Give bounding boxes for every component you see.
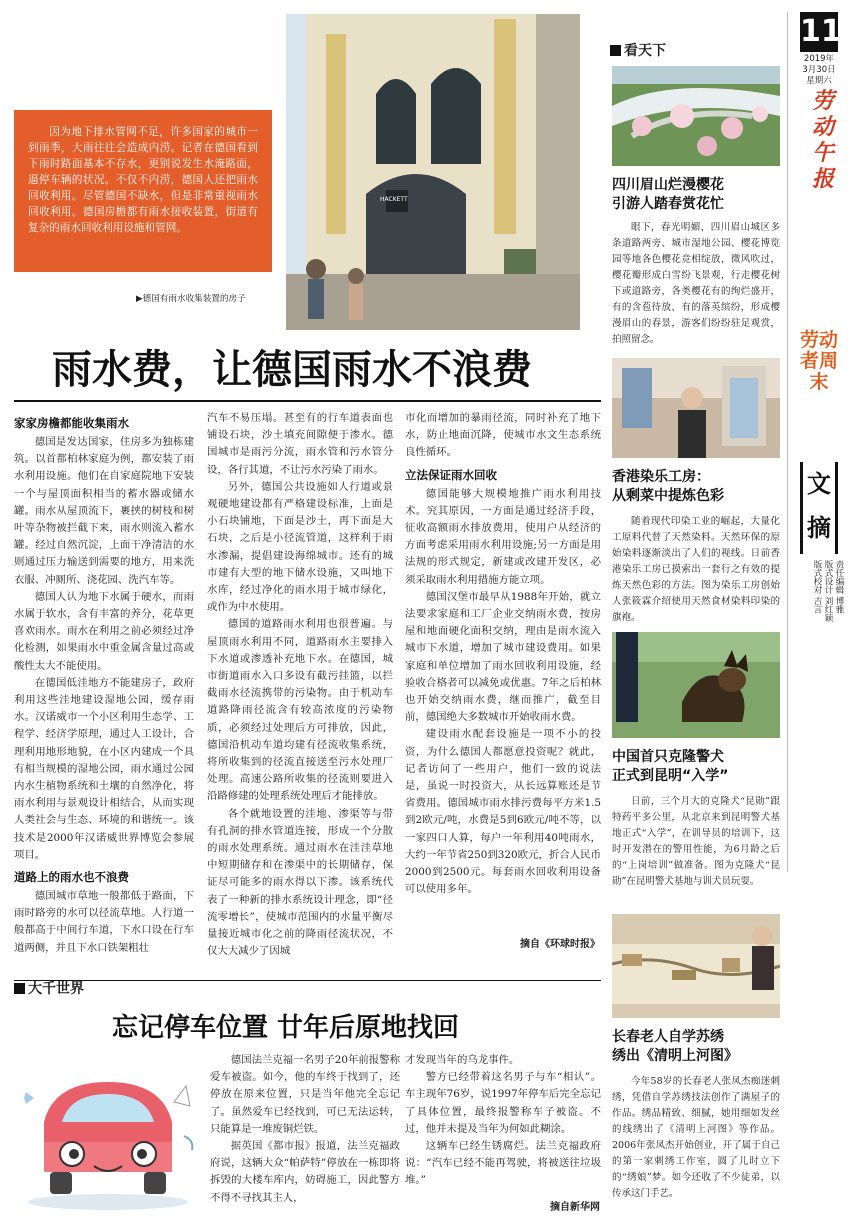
bottom-headline: 忘记停车位置 廿年后原地找回 [112, 1013, 460, 1043]
paragraph: 德国人认为地下水属于硬水，而雨水属于软水，含有丰富的养分，花草更喜欢雨水。雨水在利用之前必须经过净化检测，如果雨水中重金属含量过高或酸性太大不能使用。 [14, 590, 194, 672]
news-title-meishan [612, 176, 780, 214]
credit-proof: 版式校对 吉言 [812, 560, 822, 614]
news-title-line: 正式到昆明“入学” [612, 768, 729, 784]
news-title-police-dog [612, 748, 780, 786]
page-number: 11 [800, 12, 838, 52]
paragraph: 德国法兰克福一名男子20年前报警称爱车被盗。如今，他的车终于找到了，还停放在原来位置，只是当年他完全忘记了。虽然爱车已经找到，可已无法运转，只能算是一堆废铜烂铁。 [210, 1054, 400, 1135]
news-body-hongkong-dye: 随着现代印染工业的崛起，大量化工原料代替了天然染料。天然环保的原始染料逐渐淡出了人们的视线。日前香港染乐工房已摸索出一套行之有效的提炼天然色彩的方法。图为染乐工房创始人张筱霖介绍使用天然食材染料印染的旗袍。 [612, 516, 780, 623]
cartoon-car-icon [14, 1062, 202, 1212]
section-daqian-label: 大千世界 [28, 981, 84, 997]
svg-text:劳: 劳 [811, 88, 835, 114]
article-column-2 [207, 410, 393, 961]
date-year: 2019年 [803, 54, 835, 64]
date-weekday: 星期六 [806, 76, 832, 86]
police-dog-image [612, 632, 780, 738]
subheading-road-rainwater: 道路上的雨水也不浪费 [14, 870, 129, 885]
shop-sign: HACKETT [380, 196, 408, 203]
news-body-embroidery: 今年58岁的长春老人张凤杰痴迷刺绣，凭借自学苏绣技法创作了满屋子的作品。绣品精致、细腻，她用细如发丝的线绣出了《清明上河图》等作品。2006年张凤杰开始创业，开了属于自己的第一家刺绣工作室，圆了儿时立下的“绣娘”梦。如今还收了不少徒弟，以传承这门手艺。 [612, 1076, 780, 1199]
paragraph: 建设雨水配套设施是一项不小的投资，为什么德国人都愿意投资呢？就此，记者访问了一些用户，他们一致的说法是，虽说一时投资大，从长远算账还是节省费用。德国城市雨水排污费每平方米1.5到2欧元/吨，水费是5到6欧元/吨不等，以一家四口人算，每户一年利用40吨雨水，大约一年节省250到320欧元，折合人民币2000到2500元。每套雨水回收利用设备可以使用多年。 [405, 728, 601, 896]
paragraph: 据英国《都市报》报道，法兰克福政府说，这辆大众“帕萨特”停放在一栋即将拆毁的大楼车库内，妨碍施工，因此警方不得不寻找其主人， [210, 1140, 400, 1204]
subheading-legislation: 立法保证雨水回收 [405, 467, 497, 482]
embroidery-image [612, 914, 780, 1018]
lead-photo-caption: ▶德国有雨水收集装置的房子 [136, 294, 246, 304]
main-article-source: 摘自《环球时报》 [520, 939, 600, 950]
paragraph: 在德国低洼地方不能建房子，政府利用这些洼地建设湿地公园，缓存雨水。汉诺威市一个小区利用生态学、工程学、经济学原理，通过人工设计，合理利用地形地貌，在小区内建成一个具有相当规模的湿地公园，雨水通过公园内水生植物系统和土壤的自然净化，将雨水利用与景观设计相结合，从而实现人类社会与生态、环境的和谐统一。该技术是2000年汉诺威世界博览会参展项目。 [14, 676, 194, 861]
news-body-police-dog: 日前，三个月大的克隆犬“昆勋”跟特药平多公里，从北京来到昆明警犬基地正式“入学”，在训导员的培训下，这时开发潜在的警用性能，为6月龄之后的“上岗培训”做准备。图为克隆犬“昆勋”在昆明警犬基地与训犬员玩耍。 [612, 796, 780, 887]
right-rule [787, 12, 788, 872]
paragraph: 另外，德国公共设施如人行道或景观硬地建设都有严格建设标准，上面是小石块铺地，下面是沙土，再下面是大石块，之后是小径流管道，这样利于雨水渗漏，提倡建设海绵城市。还有的城市建有大型的地下储水设施，又叫地下水库，经过净化的雨水用于城市绿化，或作为中水使用。 [207, 480, 393, 614]
news-body-meishan: 眼下，春光明媚，四川眉山城区多条道路两旁、城市湿地公园、樱花博览园等地各色樱花竞相绽放，微风吹过，樱花瓣形成白雪纷飞景观，行走樱花树下或道路旁，各类樱花有的绚烂盛开，有的含苞待放、有的落英缤纷，形成樱漫眉山的春景，游客们纷纷驻足观赏，拍照留念。 [612, 222, 780, 345]
bottom-article-source: 摘自新华网 [550, 1202, 600, 1213]
paragraph: 汽车不易压塌。甚至有的行车道表面也铺设石块，沙土填充间隙便于渗水。德国城市是雨污分流，雨水管和污水管分设，各行其道，不让污水污染了雨水。 [207, 412, 393, 476]
section-square-icon [14, 983, 25, 994]
section-week-label: 劳动者周末 [800, 329, 839, 393]
credit-design: 版式设计 刘红颖 [823, 560, 833, 623]
section-square-icon [610, 45, 621, 56]
logo-calligraphy [808, 86, 838, 194]
newspaper-logo [808, 86, 838, 194]
paragraph: 德国汉堡市最早从1988年开始，就立法要求家庭和工厂企业交纳雨水费，按房屋和地面硬化面积交纳，理由是雨水流入城市下水道，增加了城市建设费用。如果家庭和单位增加了雨水回收利用设施，经验收合格者可以减免或优惠。7年之后柏林也开始交纳雨水费，继而推广，截至目前，德国绝大多数城市开始收雨水费。 [405, 590, 601, 724]
section-kantianxia-label: 看天下 [624, 43, 666, 59]
news-title-line: 绣出《清明上河图》 [612, 1048, 738, 1064]
news-title-line: 从剩菜中提炼色彩 [612, 488, 724, 504]
section-wenzhai-label: 文摘 [800, 462, 838, 554]
paragraph: 德国的道路雨水利用也很普遍。与屋顶雨水利用不同，道路雨水主要排入下水道或渗透补充地下水。在德国，城市街道雨水入口多设有截污挂篮，以拦截雨水径流携带的污染物。由于机动车道路降雨径流含有较高浓度的污染物质，必须经过处理后方可排放，因此，德国沿机动车道均建有径流收集系统，将所收集到的径流直接送至污水处理厂处理。高速公路所收集的径流则要进入沿路修建的处理系统处理后才能排放。 [207, 618, 393, 803]
paragraph: 德国能够大规模地推广雨水利用技术。究其原因，一方面是通过经济手段，征收高额雨水排放费用，使用户从经济的方面考虑采用雨水利用设施;另一方面是用法规的形式规定，新建或改建开发区，必须采取雨水利用措施方能立项。 [405, 487, 601, 586]
bottom-article-column-1 [210, 1052, 400, 1207]
paragraph: 才发现当年的乌龙事件。 [405, 1054, 520, 1066]
lead-summary-box: 因为地下排水管网不足，许多国家的城市一到雨季，大雨往往会造成内涝。记者在德国看到下雨时路面基本不存水，更别说发生水淹路面，逼停车辆的状况。不仅不内涝，德国人还把雨水回收利用。尽管德国不缺水，但是非常重视雨水回收利用。德国房檐都有雨水接收装置，街道有复杂的雨水回收利用设施和管网。 [14, 110, 272, 272]
news-photo-embroidery [612, 914, 780, 1018]
svg-text:午: 午 [811, 140, 835, 166]
news-title-line: 四川眉山烂漫樱花 [612, 177, 724, 193]
credit-editor: 责任编辑 博雅 [834, 560, 844, 614]
news-title-line: 引游人踏春赏花忙 [612, 196, 724, 212]
subheading-house-eaves: 家家房檐都能收集雨水 [14, 416, 129, 430]
editor-credits [796, 560, 844, 730]
paragraph: 这辆车已经生锈腐烂。法兰克福政府说：“汽车已经不能再驾驶，将被送往垃圾堆。” [405, 1140, 601, 1187]
section-kantianxia [610, 42, 780, 60]
news-photo-police-dog [612, 632, 780, 738]
paragraph: 各个就地设置的洼地、渗渠等与带有孔洞的排水管道连接，形成一个分散的雨水处理系统。通过雨水在洼洼草地中短期储存和在渗渠中的长期储存，保证尽可能多的雨水得以下渗。该系统代表了一种新的排水系统设计理念，即“径流零增长”，使城市范围内的水量平衡尽量接近城市化之前的降雨径流状况，不仅大大减少了因城 [207, 807, 393, 958]
article-column-3 [405, 410, 601, 898]
svg-text:报: 报 [811, 166, 835, 192]
main-headline: 雨水费，让德国雨水不浪费 [52, 347, 532, 393]
paragraph: 警方已经带着这名男子与车“相认”。车主现年76岁，说1997年停车后完全忘记了具体位置，最终报警称车子被盗。不过，他并未提及当年为何如此糊涂。 [405, 1071, 601, 1135]
article-column-1 [14, 410, 194, 957]
bottom-article-column-2 [405, 1052, 601, 1190]
section-daqian [14, 980, 154, 998]
news-title-line: 香港染乐工房： [612, 469, 710, 485]
paragraph: 市化而增加的暴雨径流，同时补充了地下水，防止地面沉降，使城市水文生态系统良性循环。 [405, 412, 601, 459]
dye-workshop-image [612, 358, 780, 458]
paragraph: 德国城市草地一般都低于路面，下雨时路旁的水可以径流草地。人行道一般都高于中间行车道，下水口设在行车道两侧，并且下水口铁架粗壮 [14, 890, 194, 954]
news-photo-dye-workshop [612, 358, 780, 458]
cartoon-car-illustration [14, 1062, 202, 1212]
building-illustration [286, 14, 580, 330]
news-title-embroidery [612, 1028, 780, 1066]
news-title-line: 长春老人自学苏绣 [612, 1029, 724, 1045]
date-day: 3月30日 [802, 65, 836, 75]
news-photo-cherry-blossom [612, 66, 780, 166]
paragraph: 德国是发达国家，住房多为独栋建筑。以首都柏林家庭为例，都安装了雨水利用设施。他们在自家庭院地下安装一个与屋顶面积相当的蓄水器或储水罐。雨水从屋顶流下，裹挟的树枝和树叶等杂物被拦截下来，雨水则流入蓄水罐。经过自然沉淀，上面干净清洁的水则通过压力输送到需要的地方，用来洗衣服、冲厕所、浇花园、洗汽车等。 [14, 436, 194, 586]
lead-photo-building [286, 14, 580, 330]
headline-divider [14, 400, 601, 402]
news-title-line: 中国首只克隆警犬 [612, 749, 724, 765]
issue-date [790, 54, 848, 87]
cherry-blossom-image [612, 66, 780, 166]
news-title-hongkong-dye [612, 468, 780, 506]
svg-text:动: 动 [811, 114, 835, 140]
